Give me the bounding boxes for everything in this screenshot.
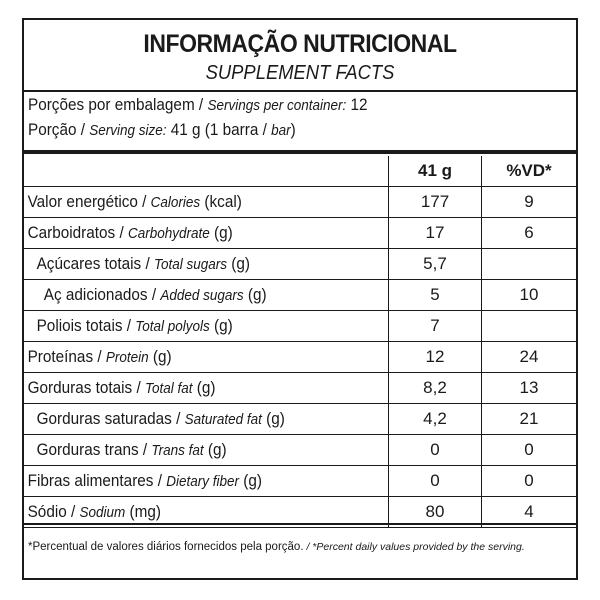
amount-cell: 5,7	[389, 249, 482, 280]
servings-per-container: Porções por embalagem / Servings per container: 12	[28, 95, 368, 114]
footnote-pt: *Percentual de valores diários fornecidos pela porção.	[28, 541, 304, 553]
daily-value-cell: 10	[482, 280, 577, 311]
label-subtitle: SUPPLEMENT FACTS	[205, 62, 395, 84]
table-row	[24, 404, 576, 435]
table-row	[24, 435, 576, 466]
label-title: INFORMAÇÃO NUTRICIONAL	[143, 30, 457, 58]
daily-value-cell: 9	[482, 187, 577, 218]
table-row	[24, 187, 576, 218]
header-daily-value: %VD*	[482, 156, 577, 187]
amount-cell: 12	[389, 342, 482, 373]
daily-value-cell: 24	[482, 342, 577, 373]
nutrient-name: Poliois totais / Total polyols (g)	[36, 316, 233, 335]
amount-cell: 0	[389, 435, 482, 466]
amount-cell: 4,2	[389, 404, 482, 435]
divider-top	[24, 90, 576, 92]
divider-bottom	[24, 523, 576, 525]
nutrient-name: Sódio / Sodium (mg)	[27, 502, 161, 521]
footnote-en: *Percent daily values provided by the serving.	[312, 541, 525, 553]
nutrient-name: Gorduras saturadas / Saturated fat (g)	[36, 409, 285, 428]
nutrition-facts-label	[22, 18, 578, 580]
nutrient-name: Carboidratos / Carbohydrate (g)	[27, 223, 233, 242]
amount-cell: 7	[389, 311, 482, 342]
footnote: *Percentual de valores diários fornecidos pela porção. / *Percent daily values provided by the serving.	[28, 541, 525, 553]
daily-value-cell: 0	[482, 466, 577, 497]
amount-cell: 17	[389, 218, 482, 249]
divider-thick	[24, 150, 576, 154]
header-amount: 41 g	[389, 156, 482, 187]
nutrient-name: Valor energético / Calories (kcal)	[27, 192, 242, 211]
daily-value-cell: 0	[482, 435, 577, 466]
nutrition-table	[24, 156, 576, 528]
table-row	[24, 311, 576, 342]
amount-cell: 80	[389, 497, 482, 528]
amount-cell: 177	[389, 187, 482, 218]
table-row	[24, 218, 576, 249]
table-row	[24, 373, 576, 404]
amount-cell: 8,2	[389, 373, 482, 404]
table-row	[24, 342, 576, 373]
amount-cell: 0	[389, 466, 482, 497]
amount-cell: 5	[389, 280, 482, 311]
daily-value-cell: 6	[482, 218, 577, 249]
nutrient-name: Fibras alimentares / Dietary fiber (g)	[27, 471, 262, 490]
serving-size: Porção / Serving size: 41 g (1 barra / bar)	[28, 120, 296, 139]
nutrient-name: Gorduras trans / Trans fat (g)	[36, 440, 227, 459]
table-row	[24, 249, 576, 280]
nutrient-name: Aç adicionados / Added sugars (g)	[43, 285, 267, 304]
table-header-row	[24, 156, 576, 187]
nutrient-name: Gorduras totais / Total fat (g)	[27, 378, 216, 397]
header-nutrient-cell	[24, 156, 389, 187]
daily-value-cell: 13	[482, 373, 577, 404]
nutrient-name: Açúcares totais / Total sugars (g)	[36, 254, 250, 273]
daily-value-cell: 21	[482, 404, 577, 435]
nutrient-name: Proteínas / Protein (g)	[27, 347, 172, 366]
daily-value-cell	[482, 249, 577, 280]
table-row	[24, 280, 576, 311]
daily-value-cell: 4	[482, 497, 577, 528]
table-row	[24, 466, 576, 497]
daily-value-cell	[482, 311, 577, 342]
